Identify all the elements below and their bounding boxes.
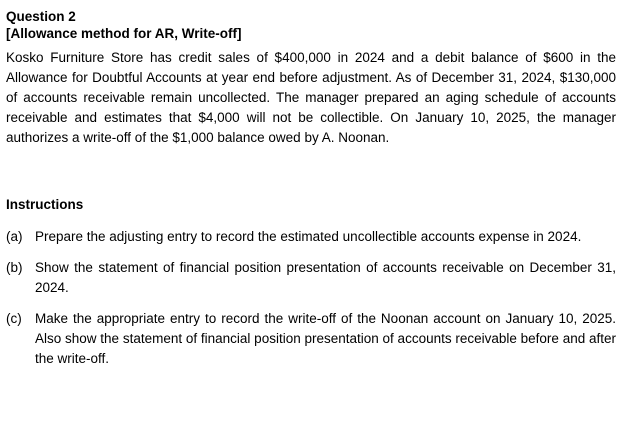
instruction-item-b (6, 258, 616, 298)
question-subtitle: [Allowance method for AR, Write-off] (6, 26, 242, 41)
instruction-marker: (b) (6, 260, 23, 275)
instruction-text: Make the appropriate entry to record the write-off of the Noonan account on January 10, 2025. Also show the statement of financial position presentation of accounts receivable before and after the write-off. (35, 311, 616, 366)
instruction-item-c (6, 309, 616, 369)
instruction-marker: (a) (6, 229, 23, 244)
instructions-heading: Instructions (6, 197, 84, 212)
document-page (6, 8, 616, 366)
question-title: Question 2 (6, 9, 76, 24)
instructions-list (6, 227, 616, 380)
instruction-text: Show the statement of financial position presentation of accounts receivable on December 31, 2024. (35, 260, 616, 295)
question-body: Kosko Furniture Store has credit sales of $400,000 in 2024 and a debit balance of $600 in the Allowance for Doubtful Accounts at year end before adjustment. As of December 31, 2024, $130,000 of accounts receivable remain uncollected. The manager prepared an aging schedule of accounts receivable and estimates that $4,000 will not be collectible. On January 10, 2025, the manager authorizes a write-off of the $1,000 balance owed by A. Noonan. (6, 50, 616, 145)
instruction-marker: (c) (6, 311, 22, 326)
instruction-item-a (6, 227, 616, 247)
instruction-text: Prepare the adjusting entry to record the estimated uncollectible accounts expense in 2024. (35, 229, 582, 244)
